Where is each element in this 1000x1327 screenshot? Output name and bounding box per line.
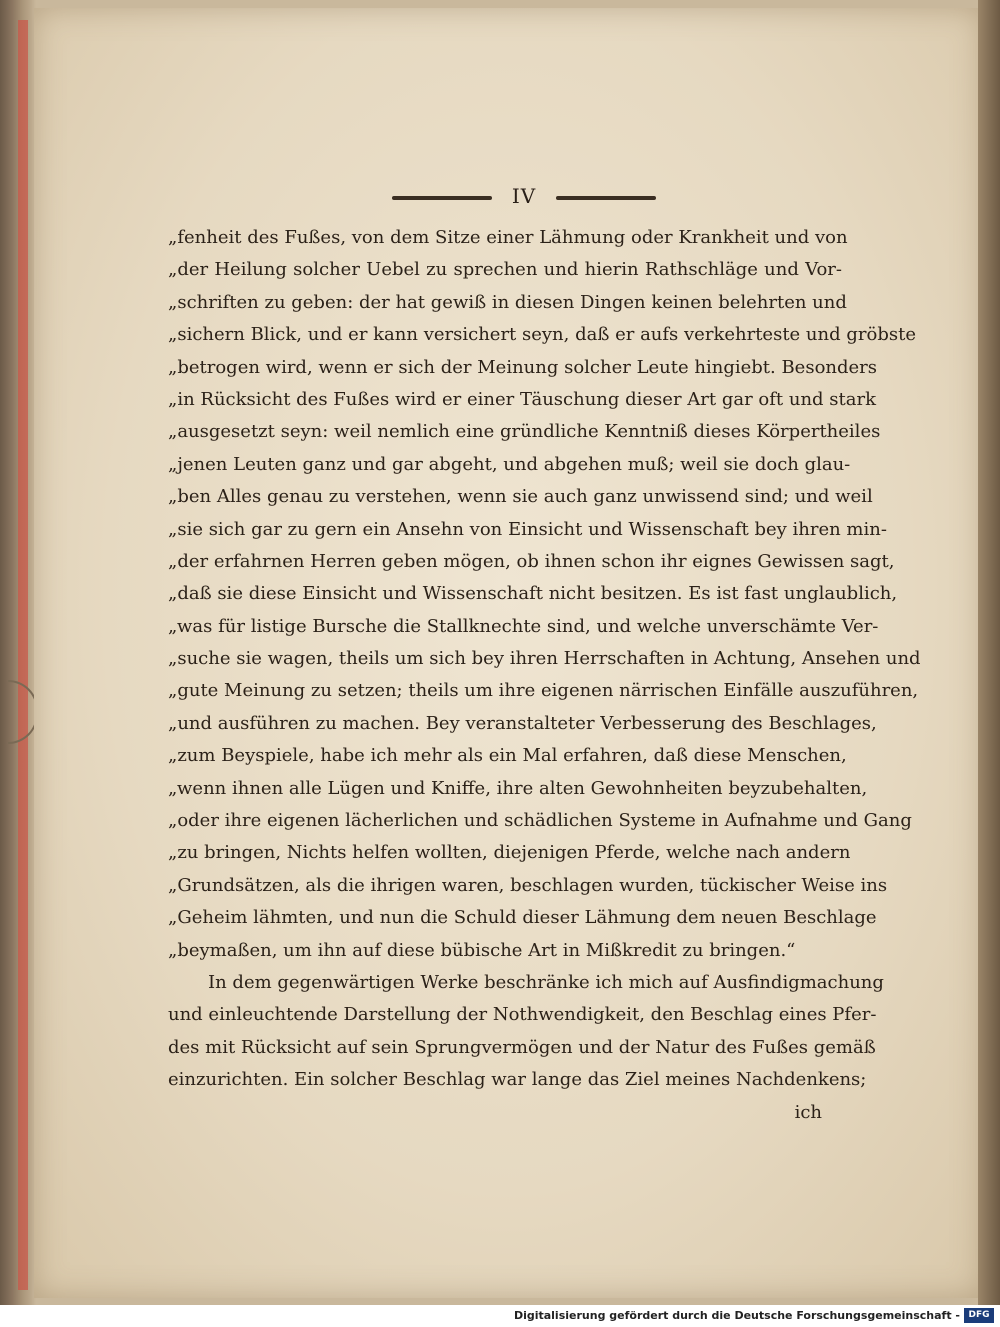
text-line: einzurichten. Ein solcher Beschlag war lange das Ziel meines Nachdenkens;: [168, 1069, 867, 1091]
text-line: „gute Meinung zu setzen; theils um ihre eigenen närrischen Einfälle auszuführen,: [168, 680, 919, 702]
text-line: „ben Alles genau zu verstehen, wenn sie auch ganz unwissend sind; und weil: [168, 486, 873, 508]
text-line: „der Heilung solcher Uebel zu sprechen und hierin Rathschläge und Vor-: [168, 259, 842, 281]
text-line-quote-end: „beymaßen, um ihn auf diese bübische Art in Mißkredit zu bringen.“: [168, 939, 796, 961]
text-line: „ausgesetzt seyn: weil nemlich eine gründliche Kenntniß dieses Körpertheiles: [168, 421, 881, 443]
text-line: „zu bringen, Nichts helfen wollten, diejenigen Pferde, welche nach andern: [168, 842, 851, 864]
body-text: [168, 222, 921, 1129]
text-line: „Geheim lähmten, und nun die Schuld dieser Lähmung dem neuen Beschlage: [168, 907, 877, 929]
text-line: „zum Beyspiele, habe ich mehr als ein Mal erfahren, daß diese Menschen,: [168, 745, 847, 767]
text-line-paragraph-start: In dem gegenwärtigen Werke beschränke ich mich auf Ausfindigmachung: [208, 971, 884, 993]
text-line: „daß sie diese Einsicht und Wissenschaft nicht besitzen. Es ist fast unglaublich,: [168, 583, 898, 605]
text-line: „sie sich gar zu gern ein Ansehn von Einsicht und Wissenschaft bey ihren min-: [168, 518, 887, 540]
text-line: „suche sie wagen, theils um sich bey ihren Herrschaften in Achtung, Ansehen und: [168, 648, 921, 670]
text-line: „schriften zu geben: der hat gewiß in diesen Dingen keinen belehrten und: [168, 291, 847, 313]
text-line: des mit Rücksicht auf sein Sprungvermögen und der Natur des Fußes gemäß: [168, 1036, 876, 1058]
page-red-edge: [18, 20, 28, 1290]
text-line: „betrogen wird, wenn er sich der Meinung solcher Leute hingiebt. Besonders: [168, 356, 878, 378]
text-line: und einleuchtende Darstellung der Nothwendigkeit, den Beschlag eines Pfer-: [168, 1004, 877, 1026]
text-line: „Grundsätzen, als die ihrigen waren, beschlagen wurden, tückischer Weise ins: [168, 874, 888, 896]
page-number: IV: [511, 184, 537, 208]
text-line: „der erfahrnen Herren geben mögen, ob ihnen schon ihr eignes Gewissen sagt,: [168, 550, 895, 572]
footer-credit: Digitalisierung gefördert durch die Deutsche Forschungsgemeinschaft -: [513, 1309, 960, 1322]
text-line: „wenn ihnen alle Lügen und Kniffe, ihre alten Gewohnheiten beyzubehalten,: [168, 777, 868, 799]
page-header: [34, 186, 982, 210]
text-line: „fenheit des Fußes, von dem Sitze einer Lähmung oder Krankheit und von: [168, 227, 848, 248]
header-rule-right: [556, 196, 656, 200]
dfg-logo: DFG: [964, 1308, 994, 1323]
text-line: „sichern Blick, und er kann versichert seyn, daß er aufs verkehrteste und gröbste: [168, 324, 916, 346]
digitization-footer: [0, 1305, 1000, 1327]
text-line: „und ausführen zu machen. Bey veranstalteter Verbesserung des Beschlages,: [168, 712, 877, 734]
text-line: „was für listige Bursche die Stallknechte sind, und welche unverschämte Ver-: [168, 615, 879, 637]
catchword: ich: [794, 1101, 822, 1123]
text-line: „oder ihre eigenen lächerlichen und schädlichen Systeme in Aufnahme und Gang: [168, 810, 912, 832]
text-line: „jenen Leuten ganz und gar abgeht, und abgehen muß; weil sie doch glau-: [168, 453, 851, 475]
text-line: „in Rücksicht des Fußes wird er einer Täuschung dieser Art gar oft und stark: [168, 388, 877, 410]
header-rule-left: [392, 196, 492, 200]
